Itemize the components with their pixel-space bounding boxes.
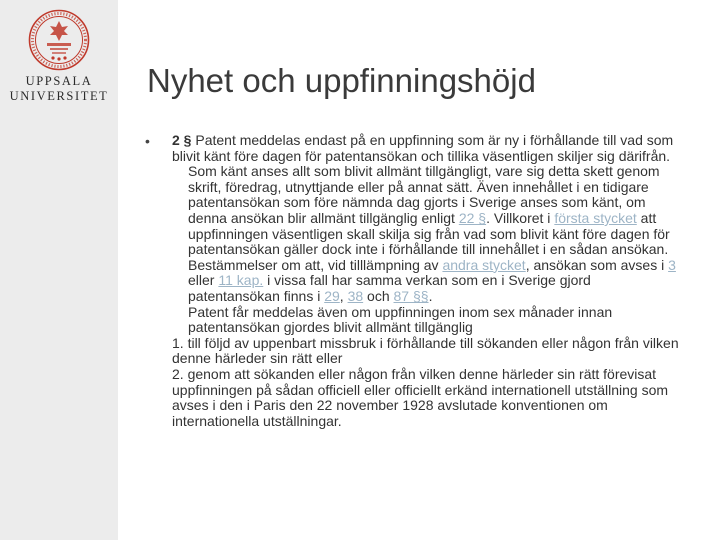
paragraph-3-text-a: Bestämmelser om att, vid tilllämpning av [188, 256, 443, 273]
paragraph-3-text-b: , ansökan som avses i [525, 256, 669, 273]
paragraph-3-text-d: i vissa fall har samma verkan som en i Sverige gjord patentansökan finns i [188, 272, 591, 304]
list-item-1: 1. till följd av uppenbart missbruk i förhållande till sökanden eller någon från vilken denne härleder sin rätt eller [172, 334, 679, 367]
bullet-marker: • [145, 133, 150, 149]
link-forsta-stycket[interactable]: första stycket [554, 209, 637, 226]
paragraph-4: Patent får meddelas även om uppfinningen inom sex månader innan patentansökan gjordes blivit allmänt tillgänglig [188, 303, 613, 336]
paragraph-3-text-f: och [363, 287, 394, 304]
paragraph-3-text-g: . [428, 287, 433, 304]
sidebar [0, 0, 118, 540]
slide-title: Nyhet och uppfinningshöjd [147, 62, 536, 99]
paragraph-2 [172, 164, 684, 258]
wordmark-line-2: UNIVERSITET [9, 89, 109, 103]
university-wordmark [0, 74, 118, 104]
link-andra-stycket[interactable]: andra stycket [442, 256, 526, 273]
paragraph-3 [172, 258, 684, 305]
paragraph-2-text-c: att uppfinningen väsentligen skall skilja sig från vad som blivit känt före dagen för patentansökan gäller dock inte i förhållande till innehållet i en sådan ansökan. [188, 209, 670, 258]
link-38[interactable]: 38 [347, 287, 364, 304]
section-number: 2 § [172, 132, 192, 148]
link-3[interactable]: 3 [668, 256, 676, 273]
link-11-kap[interactable]: 11 kap. [218, 272, 264, 289]
paragraph-3-text-c: eller [188, 272, 219, 289]
paragraph-1-text: Patent meddelas endast på en uppfinning som är ny i förhållande till vad som blivit känt före dagen för patentansökan och tillika väsentligen skiljer sig därifrån. [172, 132, 674, 164]
paragraph-1 [172, 133, 684, 164]
wordmark-line-1: UPPSALA [25, 74, 93, 88]
uppsala-seal-logo [28, 9, 90, 71]
paragraph-2-text-a: Som känt anses allt som blivit allmänt tillgängligt, vare sig detta skett genom skrift, föredrag, utnyttjande eller på annat sätt. Även innehållet i en tidigare patentansökan som före nämnda dag gjorts i Sverige anses som känt, om denna ansökan blir allmänt tillgänglig enligt [188, 163, 660, 226]
paragraph-2-text-b: . Villkoret i [486, 209, 555, 226]
link-87-paragraphs[interactable]: 87 §§ [393, 287, 429, 304]
slide-body [172, 133, 684, 429]
link-22-paragraph[interactable]: 22 § [458, 209, 487, 226]
list-item-2: 2. genom att sökanden eller någon från vilken denne härleder sin rätt förevisat uppfinningen på sådan officiell eller officiellt erkänd internationell utställning som avses i den i Paris den 22 november 1928 avslutade konventionen om internationella utställningar. [172, 365, 669, 429]
link-29[interactable]: 29 [324, 287, 340, 304]
paragraph-3-text-e: , [339, 287, 348, 304]
